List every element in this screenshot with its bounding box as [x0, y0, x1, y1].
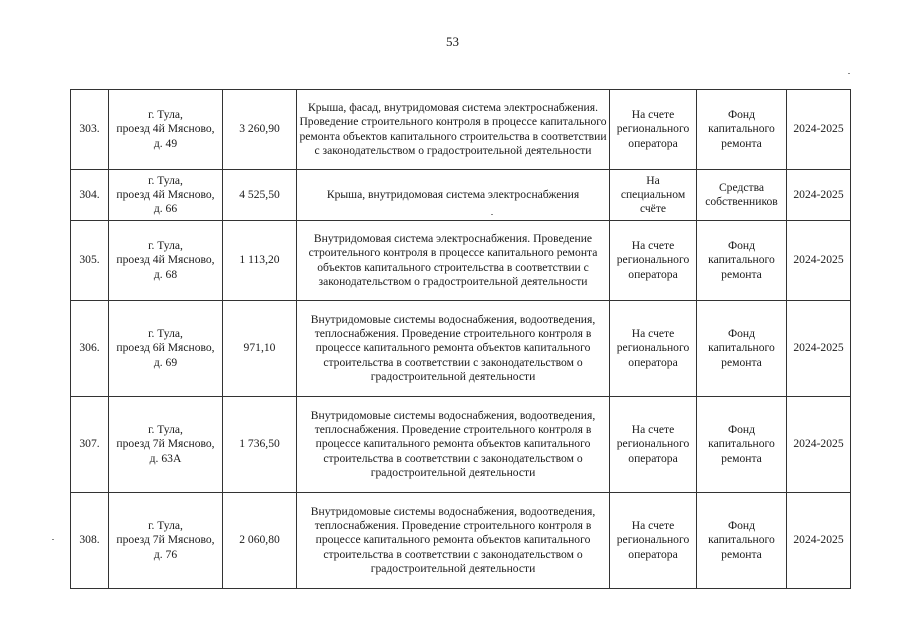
funding-source-cell: Средства собственников [697, 170, 787, 221]
table-row [71, 221, 851, 301]
works-cell: Внутридомовые системы водоснабжения, водоотведения, теплоснабжения. Проведение строительного контроля в процессе капитального ремонта объектов капитального строительства в соответствии с законодательством о градостроительной деятельности [297, 301, 610, 397]
address-cell: г. Тула, проезд 4й Мясново, д. 49 [109, 90, 223, 170]
area-cell: 2 060,80 [223, 493, 297, 589]
row-number: 308. [71, 493, 109, 589]
period-cell: 2024-2025 [787, 170, 851, 221]
period-cell: 2024-2025 [787, 301, 851, 397]
period-cell: 2024-2025 [787, 221, 851, 301]
row-number: 305. [71, 221, 109, 301]
funding-source-cell: Фонд капитального ремонта [697, 493, 787, 589]
repair-program-table [70, 89, 851, 589]
row-number: 306. [71, 301, 109, 397]
funding-source-cell: Фонд капитального ремонта [697, 301, 787, 397]
period-cell: 2024-2025 [787, 493, 851, 589]
works-cell: Крыша, внутридомовая система электроснабжения [297, 170, 610, 221]
period-cell: 2024-2025 [787, 397, 851, 493]
funding-source-cell: Фонд капитального ремонта [697, 397, 787, 493]
area-cell: 971,10 [223, 301, 297, 397]
fund-account-cell: На счете регионального оператора [610, 90, 697, 170]
address-cell: г. Тула, проезд 4й Мясново, д. 66 [109, 170, 223, 221]
area-cell: 1 113,20 [223, 221, 297, 301]
address-cell: г. Тула, проезд 6й Мясново, д. 69 [109, 301, 223, 397]
address-cell: г. Тула, проезд 7й Мясново, д. 76 [109, 493, 223, 589]
address-cell: г. Тула, проезд 4й Мясново, д. 68 [109, 221, 223, 301]
table-row [71, 301, 851, 397]
fund-account-cell: На счете регионального оператора [610, 493, 697, 589]
area-cell: 4 525,50 [223, 170, 297, 221]
fund-account-cell: На счете регионального оператора [610, 301, 697, 397]
table-row [71, 397, 851, 493]
area-cell: 1 736,50 [223, 397, 297, 493]
period-cell: 2024-2025 [787, 90, 851, 170]
scan-speck [52, 539, 54, 540]
works-cell: Внутридомовые системы водоснабжения, водоотведения, теплоснабжения. Проведение строительного контроля в процессе капитального ремонта объектов капитального строительства в соответствии с законодательством о градостроительной деятельности [297, 493, 610, 589]
works-cell: Крыша, фасад, внутридомовая система электроснабжения. Проведение строительного контроля в процессе капитального ремонта объектов капитального строительства в соответствии с законодательством о градостроительной деятельности [297, 90, 610, 170]
scan-speck [848, 73, 850, 74]
funding-source-cell: Фонд капитального ремонта [697, 90, 787, 170]
row-number: 303. [71, 90, 109, 170]
address-cell: г. Тула, проезд 7й Мясново, д. 63А [109, 397, 223, 493]
fund-account-cell: На счете регионального оператора [610, 397, 697, 493]
funding-source-cell: Фонд капитального ремонта [697, 221, 787, 301]
table-row [71, 493, 851, 589]
page-number: 53 [446, 34, 459, 49]
scan-speck [491, 214, 493, 215]
row-number: 307. [71, 397, 109, 493]
row-number: 304. [71, 170, 109, 221]
area-cell: 3 260,90 [223, 90, 297, 170]
table-row [71, 90, 851, 170]
works-cell: Внутридомовые системы водоснабжения, водоотведения, теплоснабжения. Проведение строительного контроля в процессе капитального ремонта объектов капитального строительства в соответствии с законодательством о градостроительной деятельности [297, 397, 610, 493]
works-cell: Внутридомовая система электроснабжения. Проведение строительного контроля в процессе капитального ремонта объектов капитального строительства в соответствии с законодательством о градостроительной деятельности [297, 221, 610, 301]
table-row [71, 170, 851, 221]
fund-account-cell: На счете регионального оператора [610, 221, 697, 301]
fund-account-cell: На специальном счёте [610, 170, 697, 221]
